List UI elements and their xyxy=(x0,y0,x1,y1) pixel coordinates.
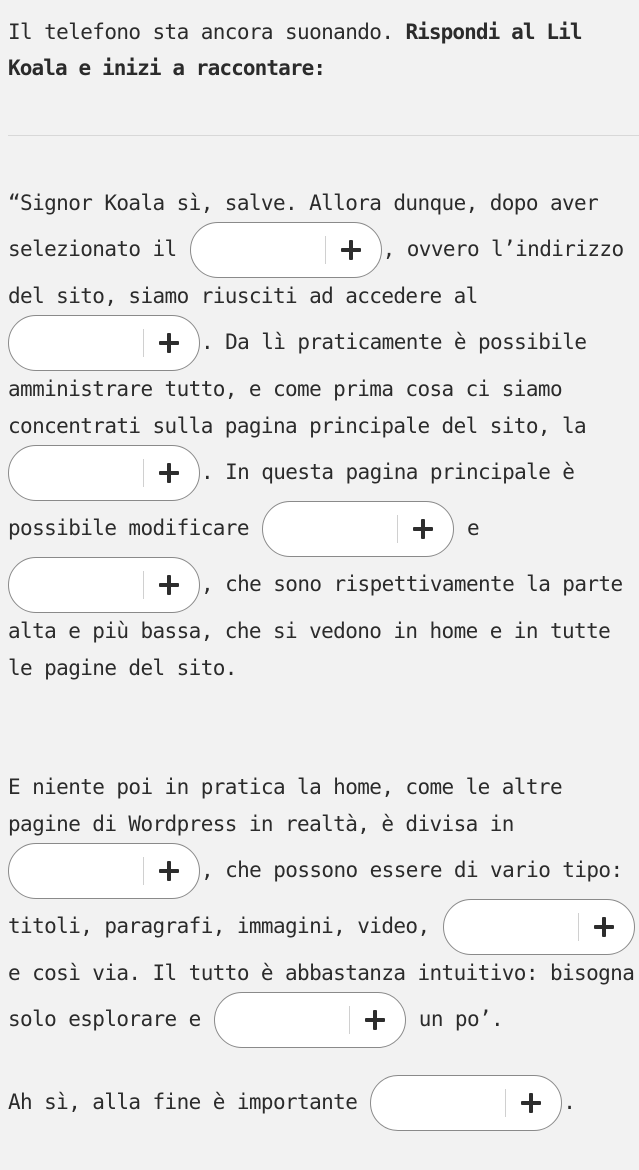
blank-divider xyxy=(143,857,144,885)
p2-text-3: e così via. Il tutto è abbastanza intuitivo: bisogna solo esplorare e xyxy=(8,961,635,1031)
plus-icon[interactable] xyxy=(341,240,361,260)
p3-text-1: Ah sì, alla fine è importante xyxy=(8,1090,358,1114)
paragraph-2 xyxy=(8,769,639,1048)
p2-text-2: , che possono essere di vario tipo: titoli, paragrafi, immagini, video, xyxy=(8,858,623,938)
blank-slot-6[interactable] xyxy=(8,843,200,899)
blank-divider xyxy=(143,329,144,357)
intro-plain: Il telefono sta ancora suonando. xyxy=(8,20,394,44)
blank-divider xyxy=(325,236,326,264)
blank-divider xyxy=(349,1006,350,1034)
p1-text-3: . Da lì praticamente è possibile amministrare tutto, e come prima cosa ci siamo concentrati sulla pagina principale del sito, la xyxy=(8,330,587,438)
blank-slot-7[interactable] xyxy=(443,899,635,955)
intro-bold-instruction: Rispondi al Lil Koala e inizi a raccontare: xyxy=(8,20,582,80)
blank-divider xyxy=(578,913,579,941)
paragraph-1 xyxy=(8,185,639,687)
intro-text xyxy=(8,14,628,86)
p1-text-2: , ovvero l’indirizzo del sito, siamo riusciti ad accedere al xyxy=(8,237,624,308)
paragraph-3 xyxy=(8,1075,639,1131)
blank-slot-2[interactable] xyxy=(8,315,200,371)
plus-icon[interactable] xyxy=(594,917,614,937)
plus-icon[interactable] xyxy=(159,861,179,881)
plus-icon[interactable] xyxy=(159,333,179,353)
blank-divider xyxy=(505,1089,506,1117)
section-divider xyxy=(8,135,639,136)
blank-slot-1[interactable] xyxy=(190,222,382,278)
blank-divider xyxy=(143,459,144,487)
blank-slot-5[interactable] xyxy=(8,557,200,613)
p1-text-1: “Signor Koala sì, salve. Allora dunque, dopo aver selezionato il xyxy=(8,191,599,261)
blank-slot-9[interactable] xyxy=(370,1075,562,1131)
p2-text-4: un po’. xyxy=(418,1007,504,1031)
p1-text-6: , che sono rispettivamente la parte alta e più bassa, che si vedono in home e in tutte le pagine del sito. xyxy=(8,572,623,680)
blank-slot-4[interactable] xyxy=(262,501,454,557)
plus-icon[interactable] xyxy=(365,1010,385,1030)
blank-slot-3[interactable] xyxy=(8,445,200,501)
blank-slot-8[interactable] xyxy=(214,992,406,1048)
plus-icon[interactable] xyxy=(413,519,433,539)
p1-text-5: e xyxy=(466,516,480,540)
blank-divider xyxy=(143,571,144,599)
blank-divider xyxy=(397,515,398,543)
plus-icon[interactable] xyxy=(159,575,179,595)
p2-text-1: E niente poi in pratica la home, come le altre pagine di Wordpress in realtà, è divisa in xyxy=(8,775,562,836)
p3-text-2: . xyxy=(563,1090,576,1114)
plus-icon[interactable] xyxy=(159,463,179,483)
plus-icon[interactable] xyxy=(521,1093,541,1113)
p1-text-4: . In questa pagina principale è possibile modificare xyxy=(8,460,575,540)
